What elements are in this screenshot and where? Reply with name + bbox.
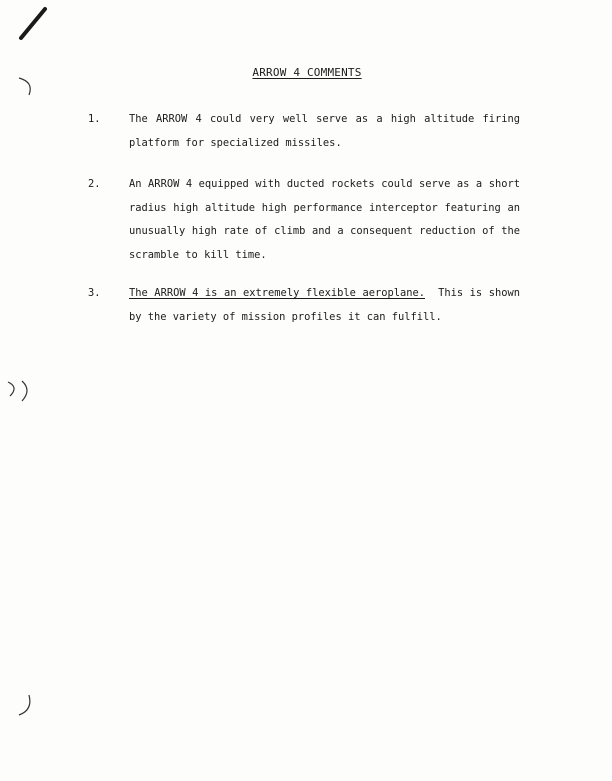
pen-stroke-mark (21, 9, 45, 38)
underlined-statement: The ARROW 4 is an extremely flexible aeroplane. (129, 287, 426, 299)
punch-hole-mark-bottom (19, 695, 30, 715)
item-number: 3. (88, 287, 101, 299)
item-continuation-text: This is shown by the variety of mission profiles it can fulfill. (129, 287, 521, 323)
item-text: An ARROW 4 equipped with ducted rockets could serve as a short radius high altitude high performance interceptor featuring an unusually high rate of climb and a consequent reduction of the scramble to kill time. (129, 178, 520, 261)
item-text (129, 282, 520, 329)
item-number: 2. (88, 178, 101, 190)
punch-hole-mark-top (19, 78, 30, 95)
punch-hole-mark-middle (8, 381, 27, 401)
item-text: The ARROW 4 could very well serve as a high altitude firing platform for specialized missiles. (129, 113, 520, 149)
document-title: ARROW 4 COMMENTS (252, 66, 362, 79)
item-number: 1. (88, 113, 101, 125)
